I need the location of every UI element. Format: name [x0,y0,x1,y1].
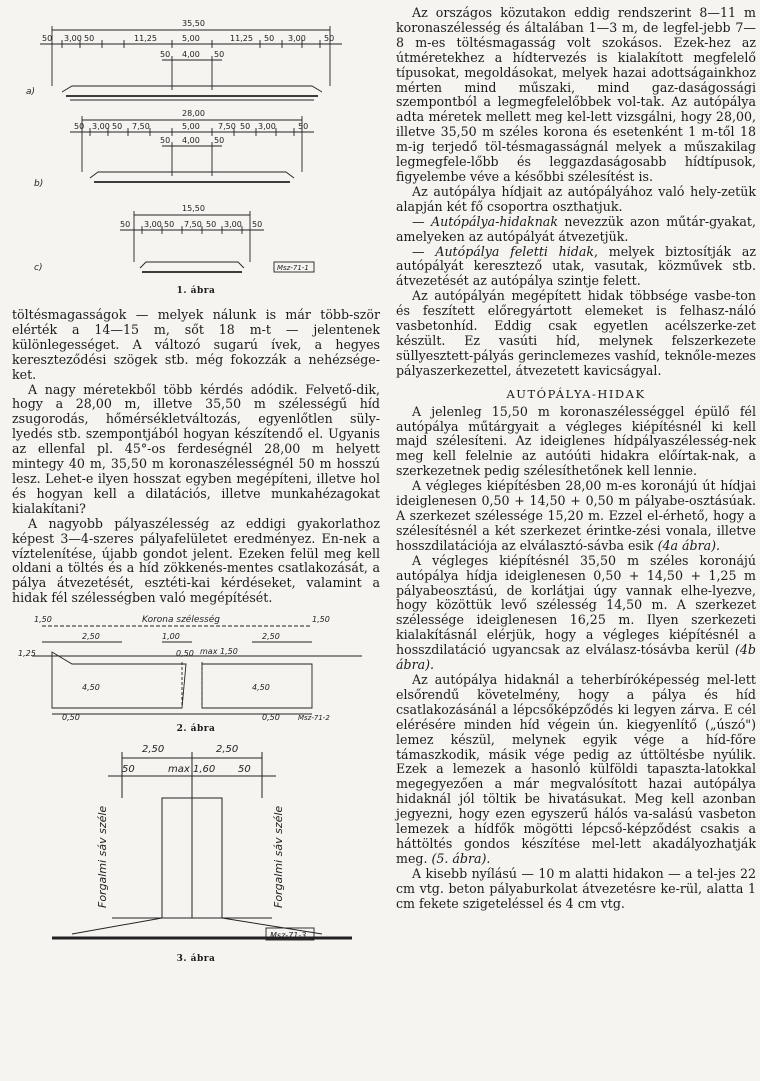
fig3-w250b: 2,50 [216,744,239,756]
fig1b-dim: 3,00 [92,122,110,131]
fig1c-dim: 50 [164,220,175,229]
figure-1-caption: 1. ábra [176,286,216,296]
fig2-left-margin: 1,50 [34,615,52,625]
fig3-w250a: 2,50 [142,744,165,756]
fig1b-inner: 50 [160,136,171,145]
right-paragraph [396,479,756,554]
term-autopalya-feletti-hidak: Autópálya feletti hidak [435,243,594,259]
fig1c-dim: 3,00 [144,220,162,229]
fig1a-dim: 50 [42,34,53,43]
figure-2 [12,612,380,734]
right-paragraph-main: A végleges kiépítésnél 35,50 m széles koronájú autópálya hídja ideiglenesen 0,50 + 14,50 + 1,25 m pályabeosztású, de korlátjai úgy vannak elhe-lyezve, hogy közöttük levő szélesség 14,50 m. A szerkezet szélessége ideiglenesen 16,25 m. Ilyen szerkezeti kialakításnál elérjük, hogy a végleges kiépítésnél a hosszdilatáció ugyancsak az elválasz-tósávba kerül [396,552,756,658]
fig2-b050a: 0,50 [62,713,80,723]
fig1b-dim: 50 [240,122,251,131]
figure-2-caption: 2. ábra [176,724,216,735]
fig2-w250a: 2,50 [82,632,100,642]
fig1a-inner: 50 [160,50,171,59]
right-paragraph-main: Az autópálya hidaknál a teherbíróképesség mel-lett elsőrendű követelmény, hogy a pálya és híd csatlakozásánál a lépcsőképződés ki legyen zárva. E cél elérésére minden híd végein ún. kiegyenlítő („úszó") lemez készül, melynek egyik vége a híd-főre támaszkodik, másik vége pedig az úttöltésbe nyúlik. Ezek a lemezek a hasonló külföldi tapaszta-latokkal megegyezően a már megvalósított hazai autópálya hidaknál jól töltik be hivatásukat. Meg kell azonban jegyezni, hogy ezen egyszerű hálós va-salású vasbeton lemezek a hídfők mögötti lépcső-képződést csakis a háttöltés gondos készítése mel-lett akadályozhatják meg. [396,671,756,866]
fig2-h125: 1,25 [18,649,36,659]
fig1b-dim: 50 [298,122,309,131]
fig1c-dim: 3,00 [224,220,242,229]
left-column [12,0,380,1081]
right-paragraph: A jelenleg 15,50 m koronaszélességgel épülő fél autópálya műtárgyait a végleges kiépítésnél ki kell majd szélesíteni. Az ideiglenes hídpályaszélesség-nek meg kell felelnie az autóúti hidakra előírtak-nak, a szerkezetnek pedig szélesíthetőnek kell lennie. [396,403,756,479]
fig3-stamp: Msz-71-3 [270,931,307,941]
fig1a-inner: 4,00 [182,50,200,59]
right-paragraph: — Autópálya-hidaknak nevezzük azon műtár-gyakat, amelyeken az autópályát átvezetjük. [396,213,756,244]
right-paragraph [396,673,756,867]
figure-1-drawing [12,0,380,286]
section-heading: AUTÓPÁLYA-HIDAK [506,386,646,401]
left-paragraph: töltésmagasságok — melyek nálunk is már több-ször elérték a 14—15 m, sőt 18 m-t — jelentenek különlegességet. A változó sugarú ívek, a hegyes kereszteződési szögek stb. még fokozzák a nehézsége-ket. [12,307,380,382]
fig1b-label: b) [34,179,44,189]
fig2-right-margin: 1,50 [312,615,330,625]
fig1b-inner: 4,00 [182,136,200,145]
figure-ref: (4a ábra). [657,537,721,553]
fig3-lane-right: Forgalmi sáv széle [272,805,285,909]
fig1a-inner: 50 [214,50,225,59]
fig1a-dim: 11,25 [134,34,157,43]
fig1c-dim: 7,50 [184,220,202,229]
figure-3 [12,738,380,964]
fig2-max: max 1,50 [200,647,238,657]
left-paragraph: A nagyobb pályaszélesség az eddigi gyakorlathoz képest 3—4-szeres pályafelületet eredményez. En-nek a víztelenítése, újabb gondot jelent. Ezeken felül meg kell oldani a töltés és a híd zökkenés-mentes csatlakozását, a pálya átvezetését, esztéti-kai kérdéseket, valamint a hidak fél szélességben való megépítését. [12,515,380,606]
figure-ref: (5. ábra). [431,850,491,866]
fig2-h050: 0,50 [176,649,194,659]
fig2-h450b: 4,50 [252,683,270,693]
fig1b-inner: 50 [214,136,225,145]
right-paragraph: — Autópálya feletti hidak, melyek biztosítják az autópályát keresztező utak, vasutak, közművek stb. átvezetését az autópálya szintje felett. [396,243,756,289]
right-paragraph-main: A végleges kiépítésben 28,00 m-es koronájú út hídjai ideiglenesen 0,50 + 14,50 + 0,50 m pályabe-osztásúak. A szerkezet szélessége 15,20 m. Ezzel el-érhető, hogy a szélesítésnél a két szerkezet érintke-zési vonala, illetve hosszdilatációja az elválasztó-sávba esik [396,478,756,553]
fig3-d50b: 50 [238,764,251,776]
fig1c-label: c) [34,263,43,273]
figure-ref: (4b ábra). [396,642,756,673]
fig1c-stamp: Msz-71-1 [277,264,309,272]
term-autopalya-hidak: Autópálya-hidaknak [431,213,558,229]
fig1a-dim: 3,00 [64,34,82,43]
fig1a-dim: 5,00 [182,34,200,43]
right-paragraph-rest: , melyek biztosítják az autópályát keresztező utak, vasutak, közművek stb. átvezetését az autópálya szintje felett. [396,243,756,289]
figure-2-drawing [12,612,380,724]
fig1c-dim: 50 [252,220,263,229]
fig3-d50a: 50 [122,764,135,776]
fig1b-dim: 3,00 [258,122,276,131]
fig1b-dim: 50 [112,122,123,131]
fig1b-total: 28,00 [182,109,205,118]
right-paragraph: Az autópálya hídjait az autópályához való hely-zetük alapján két fő csoportra oszthatjuk. [396,183,756,214]
fig1b-dim: 7,50 [218,122,236,131]
fig2-h450a: 4,50 [82,683,100,693]
fig1a-total: 35,50 [182,19,205,28]
right-paragraph [396,554,756,673]
fig2-w100: 1,00 [162,632,180,642]
right-column [396,0,756,1081]
figure-1 [12,0,380,300]
fig1a-label: a) [26,87,36,97]
fig3-max: max 1,60 [168,764,216,776]
fig1a-dim: 50 [264,34,275,43]
fig1b-dim: 50 [74,122,85,131]
fig1c-dim: 50 [120,220,131,229]
right-paragraph: A kisebb nyílású — 10 m alatti hidakon — a tel-jes 22 cm vtg. beton pályaburkolat átvezetésre ke-rül, alatta 1 cm fekete szigeteléssel és 4 cm vtg. [396,865,756,911]
fig1a-dim: 50 [84,34,95,43]
fig1a-dim: 3,00 [288,34,306,43]
fig1a-dim: 50 [324,34,335,43]
left-paragraph: A nagy méretekből több kérdés adódik. Felvető-dik, hogy a 28,00 m, illetve 35,50 m szélességű híd zsugorodás, hőmérsékletváltozás, egyenlőtlen süly-lyedés stb. szempontjából hogyan készítendő el. Ugyanis az ellenfal pl. 45°-os ferdeségnél 28,00 m helyett mintegy 40 m, 35,50 m koronaszélességnél 50 m hosszú lesz. Lehet-e ilyen hosszat egyben megépíteni, illetve hol és hogyan kell a dilatációs, illetve munkahézagokat kialakítani? [12,381,380,516]
fig3-lane-left: Forgalmi sáv széle [96,805,109,909]
fig1c-dim: 50 [206,220,217,229]
figure-3-drawing [12,738,380,954]
fig1c-total: 15,50 [182,204,205,213]
fig2-top-label: Korona szélesség [142,615,220,626]
figure-3-caption: 3. ábra [176,954,216,965]
right-paragraph-rest: nevezzük azon műtár-gyakat, amelyeken az autópályát átvezetjük. [396,213,756,244]
fig2-b050b: 0,50 [262,713,280,723]
fig1a-dim: 11,25 [230,34,253,43]
right-paragraph: Az autópályán megépített hidak többsége vasbe-ton és feszített előregyártott elemeket is felhasz-náló vasbetonhíd. Eddig csak egyetlen acélszerke-zet készült. Ez vasúti híd, melynek felszerkezete süllyesztett-pályás gerinclemezes vashíd, teknőle-mezes pályaszerkezettel, átvezetett kavicságyal. [396,288,756,378]
right-paragraph: Az országos közutakon eddig rendszerint 8—11 m koronaszélesség és általában 1—3 m, de legfel-jebb 7—8 m-es töltésmagasság volt szokásos. Ezek-hez az útméretekhez a hídtervezés is kialakított megfelelő típusokat, megoldásokat, melyek hazai adottságainkhoz mérten mind műszaki, mind gaz-daságossági szempontból a legmegfelelőbbek vol-tak. Az autópálya adta méretek mellett meg kel-lett vizsgálni, hogy 28,00, illetve 35,50 m széles korona és esetenként 1 m-től 18 m-ig terjedő töl-tésmagasságnál melyek a műszakilag legmegfele-lőbb és leggazdaságosabb hídtípusok, figyelembe véve a későbbi szélesítést is. [396,5,756,184]
fig1b-dim: 5,00 [182,122,200,131]
fig2-stamp: Msz-71-2 [298,714,330,723]
fig2-w250b: 2,50 [262,632,280,642]
fig1b-dim: 7,50 [132,122,150,131]
